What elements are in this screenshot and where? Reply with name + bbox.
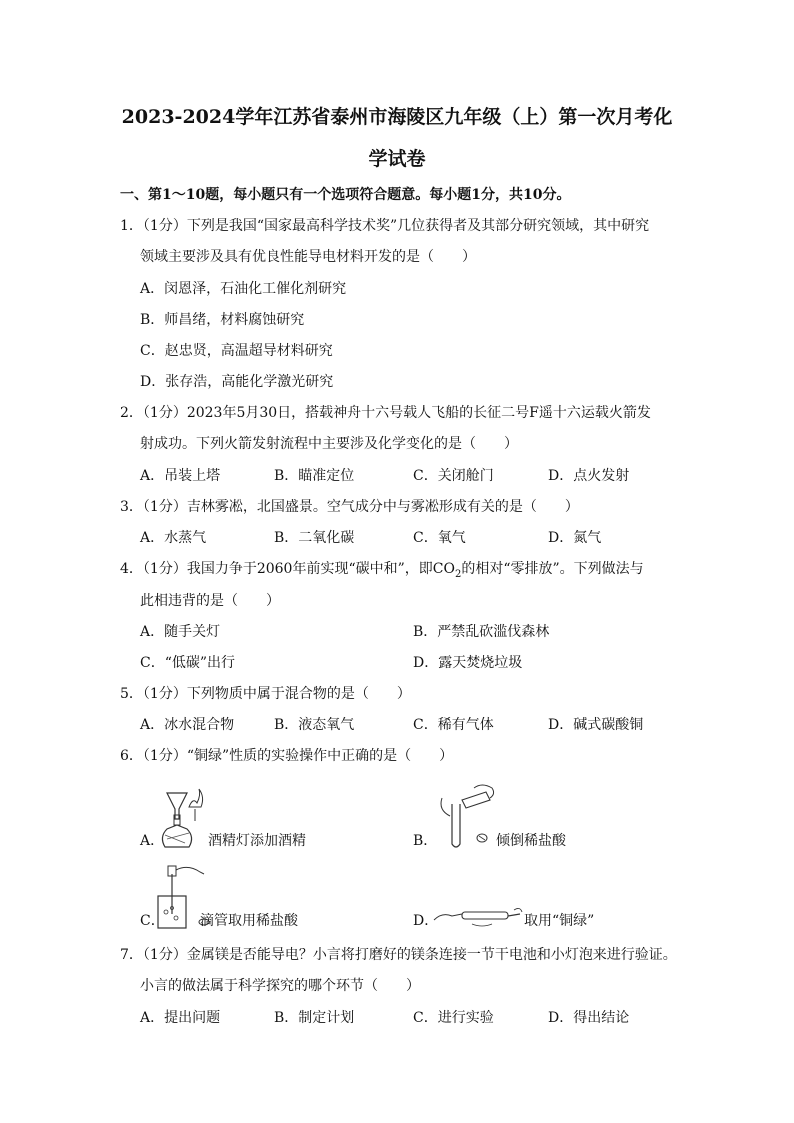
q6-option-b-caption: 倾倒稀盐酸 <box>496 833 566 849</box>
q6-option-a-caption: 酒精灯添加酒精 <box>208 833 306 849</box>
q6-option-a-letter: A． <box>140 833 165 849</box>
q2-stem-line1: 2．（1分）2023年5月30日，搭载神舟十六号载人飞船的长征二号F遥十六运载火箭发 <box>120 405 651 421</box>
q5-stem-line1: 5．（1分）下列物质中属于混合物的是（ ） <box>120 686 411 702</box>
q5-option-a: A．冰水混合物 <box>140 717 235 733</box>
q6-option-b-letter: B． <box>413 833 438 849</box>
q7-option-c: C．进行实验 <box>413 1010 494 1026</box>
q6-option-c-caption: 滴管取用稀盐酸 <box>200 913 298 929</box>
q4-stem-line1 <box>120 562 644 580</box>
section-heading: 一、第1～10题，每小题只有一个选项符合题意。每小题1分，共10分。 <box>120 187 571 203</box>
q4-option-c: C．“低碳”出行 <box>140 655 236 671</box>
q6-option-d-letter: D． <box>413 913 439 929</box>
taking-powder-image <box>432 902 524 932</box>
q3-option-c: C．氧气 <box>413 530 466 546</box>
q3-option-b: B．二氧化碳 <box>274 530 355 546</box>
q1-option-c: C．赵忠贤，高温超导材料研究 <box>140 343 333 359</box>
q1-option-a: A．闵恩泽，石油化工催化剂研究 <box>140 281 347 297</box>
q6-option-d-caption: 取用“铜绿” <box>524 913 595 929</box>
q3-stem-line1: 3．（1分）吉林雾凇，北国盛景。空气成分中与雾凇形成有关的是（ ） <box>120 499 579 515</box>
q7-option-a: A．提出问题 <box>140 1010 221 1026</box>
q2-option-c: C．关闭舱门 <box>413 468 494 484</box>
q2-option-d: D．点火发射 <box>548 468 630 484</box>
q1-stem-line1: 1．（1分）下列是我国“国家最高科学技术奖”几位获得者及其部分研究领域，其中研究 <box>120 218 650 234</box>
alcohol-lamp-image <box>155 785 207 851</box>
q2-option-a: A．吊装上塔 <box>140 468 221 484</box>
q4-stem-subscript: 2 <box>454 568 462 580</box>
q4-option-b: B．严禁乱砍滥伐森林 <box>413 624 550 640</box>
q3-option-d: D．氮气 <box>548 530 602 546</box>
exam-title-line1: 2023-2024学年江苏省泰州市海陵区九年级（上）第一次月考化 <box>121 106 673 128</box>
q4-stem-post: 的相对“零排放”。下列做法与 <box>461 561 644 577</box>
q5-option-b: B．液态氧气 <box>274 717 355 733</box>
q4-option-a: A．随手关灯 <box>140 624 221 640</box>
exam-title-line2: 学试卷 <box>368 148 426 170</box>
q5-option-d: D．碱式碳酸铜 <box>548 717 644 733</box>
q3-option-a: A．水蒸气 <box>140 530 207 546</box>
q4-stem-pre: 4．（1分）我国力争于2060年前实现“碳中和”，即CO <box>120 561 455 577</box>
q1-option-d: D．张存浩，高能化学激光研究 <box>140 374 334 390</box>
q5-option-c: C．稀有气体 <box>413 717 494 733</box>
pouring-acid-image <box>430 780 498 852</box>
q6-stem-line1: 6．（1分）“铜绿”性质的实验操作中正确的是（ ） <box>120 748 454 764</box>
q7-stem-line2: 小言的做法属于科学探究的哪个环节（ ） <box>140 978 420 994</box>
q7-option-b: B．制定计划 <box>274 1010 355 1026</box>
q1-option-b: B．师昌绪，材料腐蚀研究 <box>140 312 305 328</box>
q6-option-c-letter: C． <box>140 913 165 929</box>
q2-option-b: B．瞄准定位 <box>274 468 355 484</box>
q2-stem-line2: 射成功。下列火箭发射流程中主要涉及化学变化的是（ ） <box>140 436 518 452</box>
q4-option-d: D．露天焚烧垃圾 <box>413 655 523 671</box>
q7-stem-line1: 7．（1分）金属镁是否能导电？小言将打磨好的镁条连接一节干电池和小灯泡来进行验证。 <box>120 947 677 963</box>
q4-stem-line2: 此相违背的是（ ） <box>140 593 280 609</box>
q7-option-d: D．得出结论 <box>548 1010 630 1026</box>
q1-stem-line2: 领域主要涉及具有优良性能导电材料开发的是（ ） <box>140 249 476 265</box>
